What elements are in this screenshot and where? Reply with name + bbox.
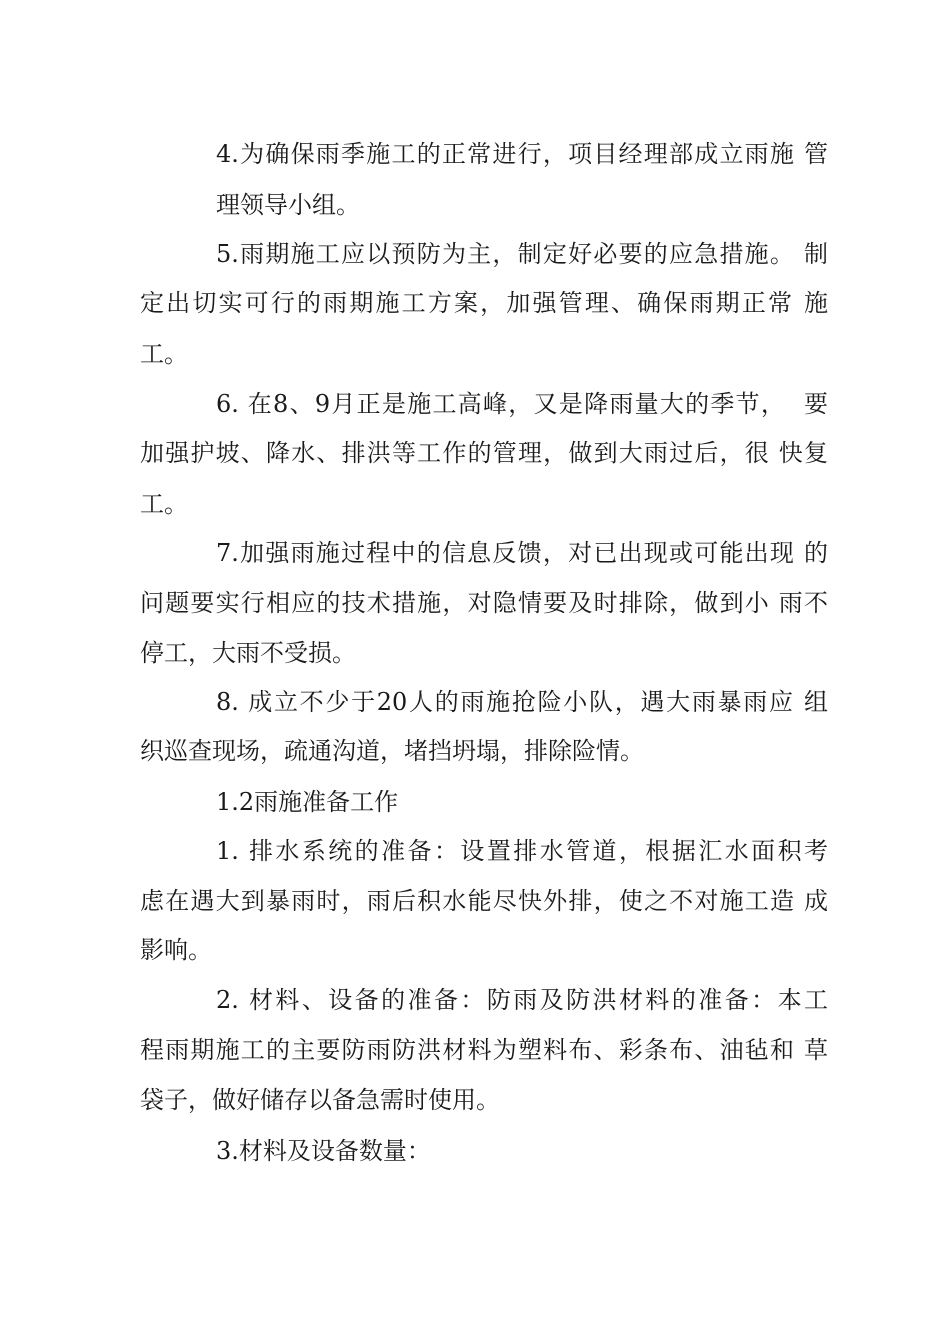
text-line: 织巡查现场，疏通沟道，堵挡坍塌，排除险情。 <box>140 737 644 765</box>
text-line: 虑在遇大到暴雨时，雨后积水能尽快外排，使之不对施工造 成 <box>140 887 828 915</box>
text-line: 加强护坡、降水、排洪等工作的管理，做到大雨过后，很 快复 <box>140 439 828 467</box>
text-line: 工。 <box>140 340 188 368</box>
text-line: 2. 材料、设备的准备：防雨及防洪材料的准备：本工 <box>216 986 828 1014</box>
text-line: 影响。 <box>140 936 212 964</box>
text-line: 4.为确保雨季施工的正常进行，项目经理部成立雨施 管 <box>216 140 828 168</box>
text-line: 1. 排水系统的准备：设置排水管道，根据汇水面积考 <box>216 837 828 865</box>
text-line: 程雨期施工的主要防雨防洪材料为塑料布、彩条布、油毡和 草 <box>140 1036 828 1064</box>
text-line: 理领导小组。 <box>216 191 360 219</box>
text-line: 5.雨期施工应以预防为主，制定好必要的应急措施。 制 <box>216 240 828 268</box>
text-line: 问题要实行相应的技术措施，对隐情要及时排除，做到小 雨不 <box>140 589 828 617</box>
text-line: 7.加强雨施过程中的信息反馈，对已出现或可能出现 的 <box>216 539 828 567</box>
text-line: 定出切实可行的雨期施工方案，加强管理、确保雨期正常 施 <box>140 289 828 317</box>
text-line: 袋子，做好储存以备急需时使用。 <box>140 1086 500 1114</box>
text-line: 停工，大雨不受损。 <box>140 639 356 667</box>
section-heading: 1.2雨施准备工作 <box>216 788 399 816</box>
text-line: 工。 <box>140 490 188 518</box>
text-line: 3.材料及设备数量： <box>216 1137 431 1165</box>
text-line: 8. 成立不少于20人的雨施抢险小队，遇大雨暴雨应 组 <box>216 688 828 716</box>
text-line: 6. 在8、9月正是施工高峰，又是降雨量大的季节， 要 <box>216 390 828 418</box>
